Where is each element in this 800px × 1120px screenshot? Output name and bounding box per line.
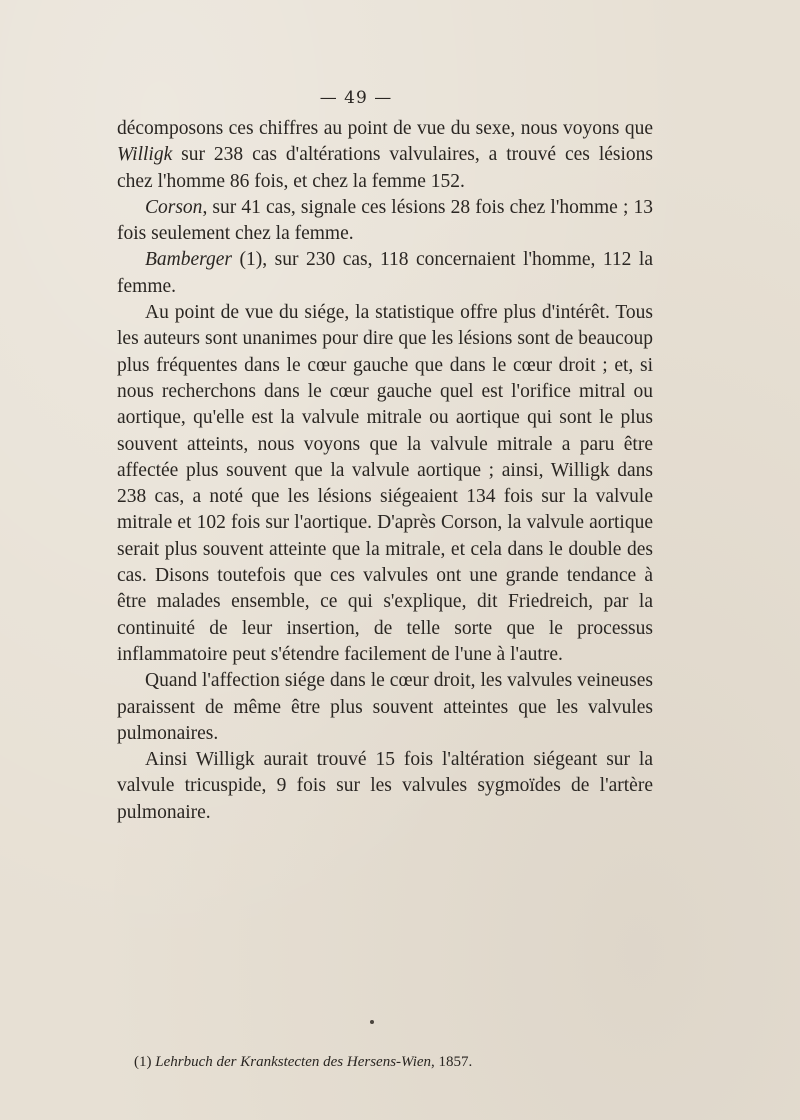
page-number: — 49 — bbox=[319, 88, 393, 108]
author-name: Bamberger bbox=[145, 249, 233, 271]
paragraph-right-heart bbox=[117, 668, 653, 747]
paragraph-text: sur 238 cas d'altérations valvulaires, a trouvé ces lésions chez l'homme 86 fois, et chez la femme 152. bbox=[117, 144, 653, 192]
paragraph-willigk-tricuspid bbox=[117, 747, 653, 826]
paragraph-text: (1), sur 230 cas, 118 concernaient l'homme, 112 la femme. bbox=[117, 249, 653, 297]
paragraph-text: décomposons ces chiffres au point de vue du sexe, nous voyons que bbox=[117, 118, 653, 139]
paragraph-seat-statistics bbox=[117, 300, 653, 668]
paragraph-text: Quand l'affection siége dans le cœur droit, les valvules veineuses paraissent de même être plus souvent atteintes que les valvules pulmonaires. bbox=[117, 670, 653, 744]
footnote bbox=[134, 1054, 654, 1071]
footnote-marker: (1) bbox=[134, 1054, 152, 1070]
paragraph-sex-statistics bbox=[117, 116, 653, 195]
paragraph-text: Au point de vue du siége, la statistique offre plus d'intérêt. Tous les auteurs sont unanimes pour dire que les lésions sont de beaucoup plus fréquentes dans le cœur gauche que dans le cœur droit ; et, si nous recherchons dans le cœur gauche quel est l'orifice mitral ou aortique, qu'elle est la valvule mitrale ou aortique qui sont le plus souvent atteints, nous voyons que la valvule mitrale a paru être affectée plus souvent que la valvule aortique ; ainsi, Willigk dans 238 cas, a noté que les lésions siégeaient 134 fois sur la valvule mitrale et 102 fois sur l'aortique. D'après Corson, la valvule aortique serait plus souvent atteinte que la mitrale, et cela dans le double des cas. Disons toutefois que ces valvules ont une grande tendance à être malades ensemble, ce qui s'explique, dit Friedreich, par la continuité de leur insertion, de telle sorte que le processus inflammatoire peut s'étendre facilement de l'une à l'autre. bbox=[117, 302, 653, 665]
footnote-year: , 1857. bbox=[431, 1054, 473, 1070]
paragraph-bamberger bbox=[117, 247, 653, 300]
body-text bbox=[117, 116, 653, 826]
footnote-title: Lehrbuch der Krankstecten des Hersens-Wien bbox=[155, 1054, 432, 1070]
paragraph-text: , sur 41 cas, signale ces lésions 28 fois chez l'homme ; 13 fois seulement chez la femme. bbox=[117, 196, 653, 245]
paragraph-corson bbox=[117, 195, 653, 248]
author-name: Willigk bbox=[117, 144, 173, 166]
author-name: Corson bbox=[145, 196, 203, 218]
paragraph-text: Ainsi Willigk aurait trouvé 15 fois l'altération siégeant sur la valvule tricuspide, 9 fois sur les valvules sygmoïdes de l'artère pulmonaire. bbox=[117, 749, 653, 823]
ink-dot bbox=[370, 1020, 374, 1024]
